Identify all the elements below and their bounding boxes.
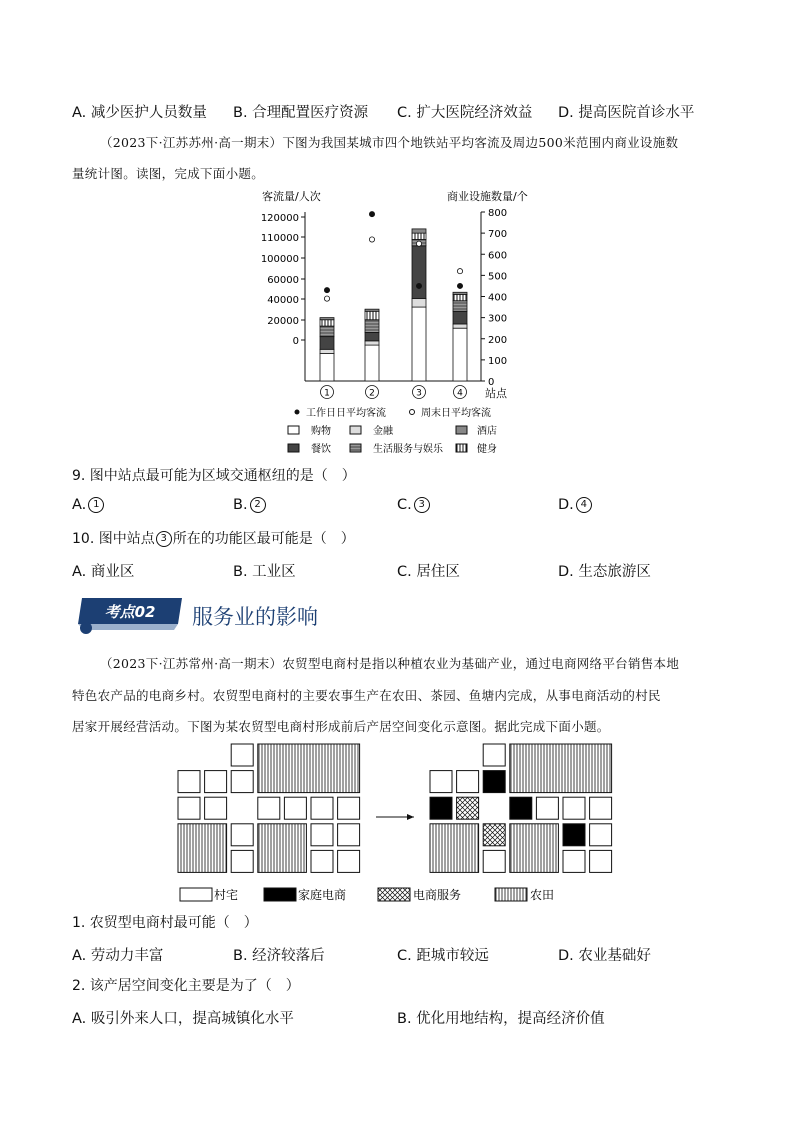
q9-option-c[interactable]: C. 3 [397,497,430,513]
legend-hotel-label: 酒店 [477,426,497,437]
right-tick-label: 800 [488,208,508,219]
bar-segment [453,292,467,294]
chart-legend [288,406,497,455]
q9-stem: 9. 图中站点最可能为区域交通枢纽的是（ ） [72,468,356,484]
right-tick-label: 200 [488,334,508,346]
bar-segment [412,229,426,233]
right-tick-label: 700 [488,229,508,241]
farmland-block [430,824,479,873]
left-tick-label: 100000 [260,254,299,265]
category-label: 4 [457,388,463,399]
section-badge-text: 考点02 [104,603,156,621]
left-tick-label: 120000 [260,213,299,224]
right-tick-label: 100 [488,355,508,367]
village-house [536,797,558,819]
village-house [231,771,253,793]
village-house [338,797,360,819]
village-house [483,850,505,872]
legend-shopping-label: 购物 [311,426,331,437]
farmland-block [258,744,360,793]
legend-ecommerce-swatch [264,888,296,901]
village-house [178,771,200,793]
legend-farmland-swatch [495,888,527,901]
intro1-line2: 量统计图。读图，完成下面小题。 [72,166,265,181]
village-house [205,797,227,819]
bar-segment [320,349,334,353]
q2-stem: 2. 该产居空间变化主要是为了（ ） [72,978,300,994]
q10-stem: 10. 图中站点 3 所在的功能区最可能是（ ） [72,531,355,547]
bar-segment [453,301,467,312]
q1-option-d[interactable]: D. 农业基础好 [558,948,651,964]
bar-segment [412,246,426,299]
right-tick-label: 400 [488,292,508,304]
q9-option-b[interactable]: B. 2 [233,497,266,513]
metro-station-chart [0,185,794,465]
q2-option-a[interactable]: A. 吸引外来人口，提高城镇化水平 [72,1011,294,1027]
category-label: 1 [324,388,330,399]
legend-dining-swatch [288,444,299,452]
village-house [563,850,585,872]
bar-segment [453,328,467,381]
bar-segment [320,354,334,381]
legend-eservice-swatch [378,888,410,901]
right-tick-label: 300 [488,313,508,325]
q1-option-a[interactable]: A. 劳动力丰富 [72,948,164,964]
weekend-dot [416,241,421,246]
bar-segment [412,299,426,307]
q10-option-b[interactable]: B. 工业区 [233,564,296,580]
left-tick-label: 20000 [267,316,299,327]
village-house [563,797,585,819]
category-label: 3 [416,388,422,399]
bar-segment [365,311,379,319]
legend-house-swatch [180,888,212,901]
legend-eservice-label: 电商服务 [413,888,462,902]
village-house [311,850,333,872]
village-house [231,824,253,846]
ecommerce-service [457,797,479,819]
bar-segment [365,309,379,311]
bar-segment [412,307,426,381]
village-house [338,850,360,872]
left-tick-label: 0 [292,336,299,347]
prev-option-b[interactable]: B. 合理配置医疗资源 [233,105,369,121]
left-tick-label: 110000 [260,233,299,244]
home-ecommerce [563,824,585,846]
bar-segment [453,294,467,300]
q1-option-c[interactable]: C. 距城市较远 [397,948,489,964]
bar-segment [365,341,379,345]
right-axis-label: 商业设施数量/个 [447,190,528,203]
section-title: 服务业的影响 [192,605,318,629]
village-house [284,797,306,819]
legend-finance-label: 金融 [373,426,393,437]
legend-dining-label: 餐饮 [311,444,331,455]
village-house [430,771,452,793]
village-house [311,824,333,846]
village-house [231,744,253,766]
q1-stem: 1. 农贸型电商村最可能（ ） [72,915,258,931]
intro2-line2: 特色农产品的电商乡村。农贸型电商村的主要农事生产在农田、茶园、鱼塘内完成，从事电商活动的村民 [72,688,661,703]
left-axis-label: 客流量/人次 [262,190,321,203]
q10-option-c[interactable]: C. 居住区 [397,564,460,580]
home-ecommerce [483,771,505,793]
farmland-block [258,824,307,873]
village-house [590,850,612,872]
x-axis-label: 站点 [485,387,507,400]
legend-workday-dot [295,410,300,415]
bar-segment [320,320,334,326]
legend-weekend-label: 周末日平均客流 [421,408,491,419]
village-house [338,824,360,846]
right-tick-label: 600 [488,250,508,262]
village-house [178,797,200,819]
village-house [590,797,612,819]
diagram-legend [180,887,554,902]
workday-dot [324,288,329,293]
legend-fitness-swatch [456,444,467,452]
weekend-dot [324,296,329,301]
intro2-line1: （2023下·江苏常州·高一期末）农贸型电商村是指以种植农业为基础产业，通过电商网络平台销售本地 [100,656,680,671]
section-badge [74,594,186,640]
legend-farmland-label: 农田 [530,888,555,902]
village-house [483,744,505,766]
legend-service-label: 生活服务与娱乐 [373,444,443,455]
q2-option-b[interactable]: B. 优化用地结构，提高经济价值 [397,1011,605,1027]
legend-house-label: 村宅 [214,888,239,902]
village-house [457,771,479,793]
prev-option-d[interactable]: D. 提高医院首诊水平 [558,105,695,121]
workday-dot [416,283,421,288]
village-house [311,797,333,819]
prev-option-a[interactable]: A. 减少医护人员数量 [72,105,207,121]
legend-shopping-swatch [288,426,299,434]
village-house [258,797,280,819]
before-grid [178,744,360,872]
q9-option-d[interactable]: D. 4 [558,497,592,513]
q10-option-d[interactable]: D. 生态旅游区 [558,564,651,580]
legend-workday-label: 工作日日平均客流 [306,408,386,419]
q9-option-a[interactable]: A. 1 [72,497,104,513]
village-house [205,771,227,793]
bar-segment [365,345,379,381]
bar-segment [453,311,467,324]
workday-dot [457,283,462,288]
prev-option-c[interactable]: C. 扩大医院经济效益 [397,105,533,121]
bar-segment [320,337,334,350]
farmland-block [178,824,227,873]
transform-arrowhead [407,814,414,820]
legend-fitness-label: 健身 [477,444,497,455]
intro2-line3: 居家开展经营活动。下图为某农贸型电商村形成前后产居空间变化示意图。据此完成下面小题。 [72,719,610,734]
legend-finance-swatch [350,426,361,434]
category-label: 2 [369,388,375,399]
right-tick-label: 500 [488,271,508,283]
bar-segment [365,320,379,333]
farmland-block [510,824,559,873]
q10-option-a[interactable]: A. 商业区 [72,564,135,580]
village-house [590,824,612,846]
weekend-dot [457,269,462,274]
bar-segment [453,324,467,328]
bar-segment [320,318,334,320]
home-ecommerce [510,797,532,819]
weekend-dot [369,237,374,242]
bar-segment [365,332,379,340]
q1-option-b[interactable]: B. 经济较落后 [233,948,325,964]
workday-dot [369,212,374,217]
legend-ecommerce-label: 家庭电商 [298,888,347,902]
q10-circled-number: 3 [156,531,172,547]
legend-service-swatch [350,444,361,452]
village-house [231,850,253,872]
bar-segment [320,326,334,337]
bar-segment [412,233,426,239]
legend-weekend-dot [410,410,415,415]
land-use-diagram [0,740,794,920]
right-tick-label: 0 [488,377,495,388]
left-tick-label: 40000 [267,295,299,306]
home-ecommerce [430,797,452,819]
left-tick-label: 60000 [267,275,299,286]
farmland-block [510,744,612,793]
intro1-line1: （2023下·江苏苏州·高一期末）下图为我国某城市四个地铁站平均客流及周边500米范围内商业设施数 [100,135,679,150]
ecommerce-service [483,824,505,846]
legend-hotel-swatch [456,426,467,434]
after-grid [430,744,612,872]
